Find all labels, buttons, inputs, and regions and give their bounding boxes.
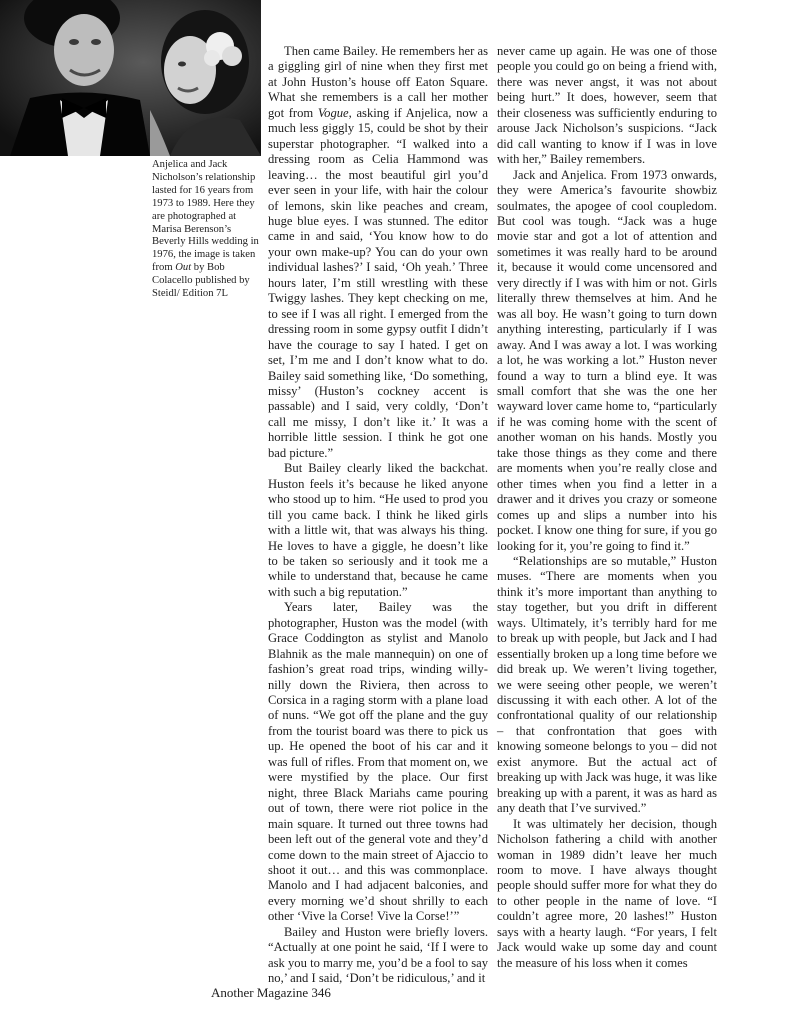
column1-paragraph-1-text-b: , asking if Anjelica, now a much less giggly 15, could be shot by their superstar photographer. “I walked into a dressing room as Celia Hammond was leaving… the most beautiful girl you’d ever seen in your life, with hair the colour of lemons, skin like peaches and cream, huge blue eyes. I was stunned. The editor came in and said, ‘You know how to do your own make-up? You can do your own individual lashes?’ I said, ‘Oh yeah.’ Three hours later, I’m still wrestling with these Twiggy lashes. They kept checking on me, to see if I was all right. I emerged from the dressing room in some gypsy outfit I didn’t have the courage to say I hated. I get on set, I’m me and I don’t know what to do. Bailey said something like, ‘Do something, missy’ (Huston’s cockney accent is passable) and I said, very coldly, ‘Don’t call me missy, I don’t like it.’ It was a horrible little session. I think he got one bad picture.” [268,105,488,460]
photo-caption [152,159,264,301]
column2-paragraph-1: never came up again. He was one of those people you could go on being a friend with, there was never angst, it was not about being hurt.” It does, however, seem that their closeness was sufficiently enduring to arouse Jack Nicholson’s suspicions. “Jack did call wanting to know if I was in love with her,” Bailey remembers. [497,44,717,167]
caption-text-after: by Bob Colacello published by Steidl/ Edition 7L [152,262,250,300]
column1-paragraph-4: Bailey and Huston were briefly lovers. “Actually at one point he said, ‘If I were to ask you to marry me, you’d be a fool to say no,’ and I said, ‘Don’t be ridiculous,’ and it [268,924,488,986]
caption-book-title: Out [175,262,192,274]
column2-paragraph-2: Jack and Anjelica. From 1973 onwards, they were America’s favourite showbiz soulmates, the apogee of cool coupledom. But cool was tough. “Jack was a huge movie star and got a lot of attention and sometimes it was really hard to be around it, because it would come uncensored and very directly if I was with him or not. Girls literally threw themselves at him. And he was all boy. He wasn’t going to turn down anything interesting, particularly if I was away. And I was away a lot. I was working a lot, he was working a lot.” Huston never found a way to turn a blind eye. It was small comfort that she was the one her wayward lover came home to, “particularly if he was coming home with the scent of another woman on his hands. Mostly you take those things as they come and there are moments when you’re really close and other times when you find a letter in a drawer and it drives you crazy or someone comes up and slips a number into his pocket. I know one thing for sure, if you go looking for it, you’re going to find it.” [497,167,717,553]
couple-photograph [0,0,261,156]
vogue-title: Vogue [317,105,349,120]
caption-text-before: Anjelica and Jack Nicholson’s relationship lasted for 16 years from 1973 to 1989. Here they are photographed at Marisa Berenson’s Beverly Hills wedding in 1976, the image is taken from [152,159,259,274]
column1-paragraph-3: Years later, Bailey was the photographer, Huston was the model (with Grace Coddington as stylist and Manolo Blahnik as the male mannequin) on one of fashion’s great road trips, winding willy-nilly down the Riviera, then across to Corsica in a raging storm with a plane load of nuns. “We got off the plane and the guy from the tourist board was there to pick us up. He opened the boot of his car and it was full of rifles. From that moment on, we were mystified by the place. Our first night, three Black Mariahs came pouring out of town, there were riot police in the main square. It turned out three towns had been left out of the general vote and they’d come down to the main street of Ajaccio to shoot it out… and this was commonplace. Manolo and I had adjacent balconies, and every morning we’d shout shrilly to each other ‘Vive la Corse! Vive la Corse!’” [268,600,488,924]
column1-paragraph-1-text-a: Then came Bailey. He remembers her as a giggling girl of nine when they first met at John Huston’s house off Eaton Square. What she remembers is a call her mother got from [268,44,488,120]
column2-paragraph-3: “Relationships are so mutable,” Huston muses. “There are moments when you think it’s more important than anything to stay together, but you drift in different ways. Ultimately, it’s terribly hard for me to break up with people, but Jack and I had essentially broken up a long time before we did break up. We weren’t living together, we were seeing other people, we weren’t discussing it with each other. A lot of the confrontational quality of our relationship – that confrontation that goes with knowing someone belongs to you – did not exist anymore. But the actual act of breaking up with Jack was huge, it was like breaking up with a parent, it was as hard as any death that I’ve survived.” [497,553,717,816]
column1-paragraph-1 [268,44,488,461]
article-column-2 [497,44,717,971]
column1-paragraph-2: But Bailey clearly liked the backchat. Huston feels it’s because he liked anyone who stood up to him. “He used to prod you till you came back. I think he liked girls with a little wit, that was always his thing. He loves to have a giggle, he doesn’t like to be taken so seriously and it took me a while to understand that, because he came with such a big reputation.” [268,461,488,599]
column2-paragraph-4: It was ultimately her decision, though Nicholson fathering a child with another woman in 1989 didn’t leave her much room to move. I have always thought people should suffer more for what they do to other people in the name of love. “I couldn’t agree more, 20 lashes!” Huston says with a hearty laugh. “For years, I felt Jack would wake up some day and count the measure of his loss when it comes [497,816,717,970]
page-footer: Another Magazine 346 [211,985,331,1000]
article-column-1 [268,44,488,987]
